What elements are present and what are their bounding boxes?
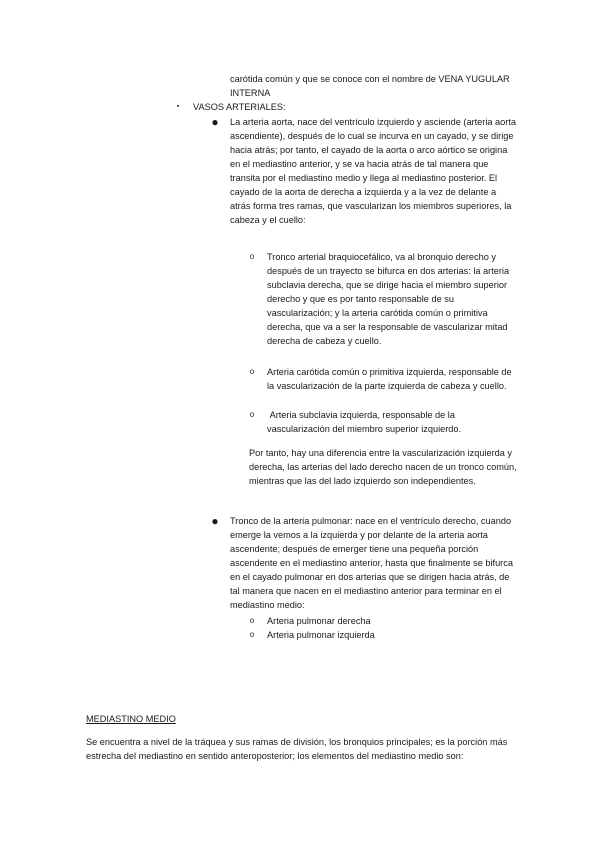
aorta-summary: Por tanto, hay una diferencia entre la vascularización izquierda y derecha, las arterias del lado derecho nacen de un tronco común, mientras que las del lado izquierdo son independientes. (249, 448, 517, 486)
round-bullet-icon: ● (211, 115, 219, 129)
vasos-arteriales-heading: VASOS ARTERIALES: (193, 102, 286, 112)
circle-bullet-icon: o (249, 367, 255, 376)
pulmonar-paragraph: Tronco de la arteria pulmonar: nace en el ventrículo derecho, cuando emerge la vemos a la izquierda y por delante de la arteria aorta ascendente; después de emerger tiene una pequeña porción ascendente en el mediastino anterior, hasta que finalmente se bifurca en el cayado pulmonar en dos arterias que se dirigen hacia atrás, de tal manera que nacen en el mediastino anterior para terminar en el mediastino medio: (230, 516, 513, 610)
branch-subclavia-izquierda: Arteria subclavia izquierda, responsable de la vascularización del miembro superior izquierdo. (267, 410, 462, 434)
aorta-paragraph: La arteria aorta, nace del ventrículo izquierdo y asciende (arteria aorta ascendiente), después de lo cual se incurva en un cayado, y se dirige hacia atrás; por tanto, el cayado de la aorta o arco aórtico se origina en el mediastino anterior, y se va hacia atrás de tal manera que transita por el mediastino medio y llega al mediastino posterior. El cayado de la aorta de derecha a izquierda y a la vez de delante a atrás forma tres ramas, que vascularizan los miembros superiores, la cabeza y el cuello: (230, 117, 516, 225)
branch-braquiocefalico: Tronco arterial braquiocefálico, va al bronquio derecho y después de un trayecto se bifurca en dos arterias: la arteria subclavia derecha, que se dirige hacia el miembro superior derecho y que es por tanto responsable de su vascularización; y la arteria carótida común o primitiva derecha, que va a ser la responsable de vascularizar mitad derecha de cabeza y cuello. (267, 252, 510, 346)
continuation-text: carótida común y que se conoce con el nombre de VENA YUGULAR INTERNA (230, 74, 510, 98)
circle-bullet-icon: o (249, 410, 255, 419)
branch-pulmonar-izquierda: Arteria pulmonar izquierda (267, 630, 375, 640)
mediastino-medio-heading: MEDIASTINO MEDIO (86, 714, 176, 724)
circle-bullet-icon: o (249, 630, 255, 639)
branch-pulmonar-derecha: Arteria pulmonar derecha (267, 616, 371, 626)
round-bullet-icon: ● (211, 514, 219, 528)
circle-bullet-icon: o (249, 616, 255, 625)
branch-carotida-izquierda: Arteria carótida común o primitiva izquierda, responsable de la vascularización de la parte izquierda de cabeza y cuello. (267, 367, 512, 391)
square-bullet-icon: ▪ (176, 103, 180, 110)
mediastino-medio-paragraph: Se encuentra a nivel de la tráquea y sus ramas de división, los bronquios principales; es la porción más estrecha del mediastino en sentido anteroposterior; los elementos del mediastino medio son: (86, 737, 508, 761)
circle-bullet-icon: o (249, 252, 255, 261)
